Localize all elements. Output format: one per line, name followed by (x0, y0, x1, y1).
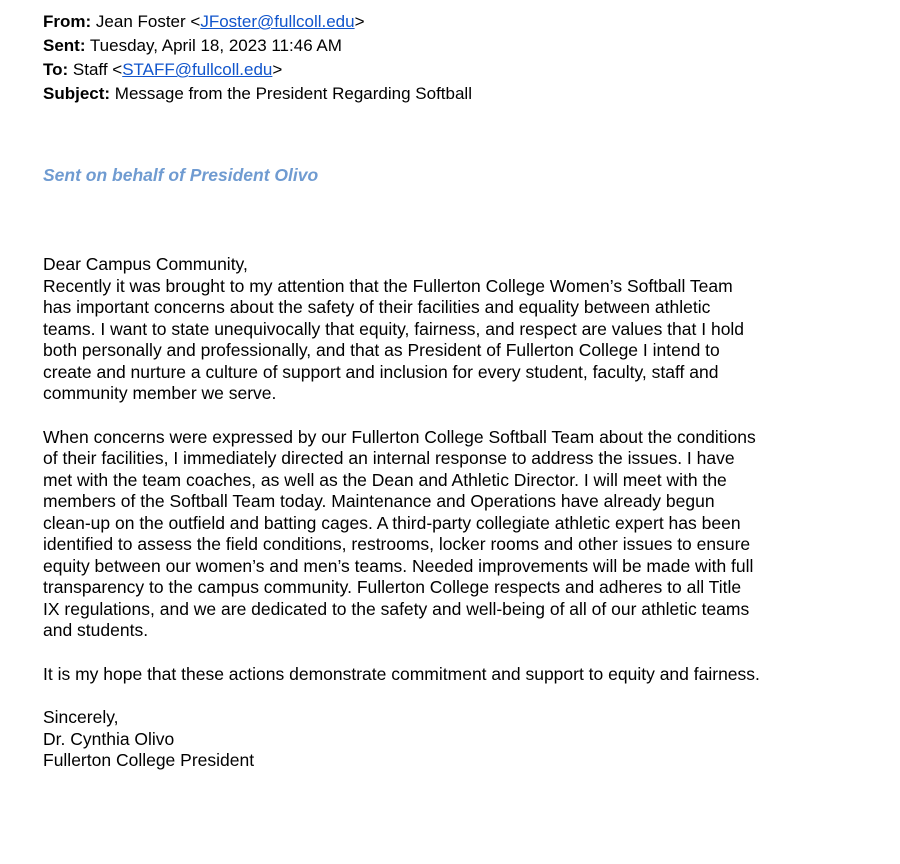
paragraph-line: teams. I want to state unequivocally that equity, fairness, and respect are values that I hold (43, 318, 745, 339)
closing: Sincerely, (43, 707, 119, 727)
email-body (43, 254, 893, 772)
subject-row (43, 82, 472, 106)
paragraph-line: of their facilities, I immediately directed an internal response to address the issues. I have (43, 448, 735, 468)
paragraph-gap (43, 405, 893, 427)
from-email-link[interactable]: JFoster@fullcoll.edu (200, 12, 355, 31)
paragraph-line: has important concerns about the safety of their facilities and equality between athletic (43, 297, 711, 317)
subject-value: Message from the President Regarding Softball (114, 84, 472, 103)
paragraph-line: create and nurture a culture of support and inclusion for every student, faculty, staff and (43, 361, 719, 382)
paragraph-line: met with the team coaches, as well as the Dean and Athletic Director. I will meet with the (43, 469, 727, 490)
paragraph-line: Recently it was brought to my attention that the Fullerton College Women’s Softball Team (43, 275, 733, 296)
paragraph-line: both personally and professionally, and that as President of Fullerton College I intend to (43, 340, 720, 360)
paragraph-gap (43, 642, 893, 664)
greeting: Dear Campus Community, (43, 254, 248, 274)
paragraph-2 (43, 427, 893, 642)
signer-name: Dr. Cynthia Olivo (43, 728, 175, 749)
signature-block (43, 707, 893, 772)
paragraph-line: community member we serve. (43, 383, 277, 403)
to-name: Staff (72, 60, 108, 79)
subject-label: Subject: (43, 84, 111, 103)
email-header (43, 10, 472, 106)
paragraph-1 (43, 276, 893, 405)
from-name: Jean Foster (95, 12, 186, 31)
sent-value: Tuesday, April 18, 2023 11:46 AM (89, 36, 342, 55)
paragraph-line: members of the Softball Team today. Maintenance and Operations have already begun (43, 491, 715, 511)
from-label: From: (43, 12, 92, 31)
paragraph-line: identified to assess the field conditions, restrooms, locker rooms and other issues to ensure (43, 534, 751, 554)
paragraph-line: IX regulations, and we are dedicated to the safety and well-being of all of our athletic teams (43, 598, 750, 619)
sent-row (43, 34, 472, 58)
to-row: To: Staff <STAFF@fullcoll.edu> (43, 60, 283, 79)
paragraph-line: transparency to the campus community. Fullerton College respects and adheres to all Title (43, 577, 742, 597)
paragraph-3 (43, 664, 893, 686)
paragraph-gap (43, 685, 893, 707)
paragraph-line: and students. (43, 620, 149, 640)
paragraph-line: When concerns were expressed by our Fullerton College Softball Team about the conditions (43, 426, 756, 447)
paragraph-line: clean-up on the outfield and batting cages. A third-party collegiate athletic expert has been (43, 512, 741, 533)
sent-label: Sent: (43, 36, 86, 55)
paragraph-line: equity between our women’s and men’s teams. Needed improvements will be made with full (43, 555, 754, 576)
paragraph-line: It is my hope that these actions demonstrate commitment and support to equity and fairness. (43, 663, 760, 684)
signer-title: Fullerton College President (43, 750, 255, 770)
from-row: From: Jean Foster <JFoster@fullcoll.edu> (43, 12, 365, 31)
sent-on-behalf-note: Sent on behalf of President Olivo (43, 165, 319, 185)
to-email-link[interactable]: STAFF@fullcoll.edu (122, 60, 273, 79)
to-label: To: (43, 60, 69, 79)
